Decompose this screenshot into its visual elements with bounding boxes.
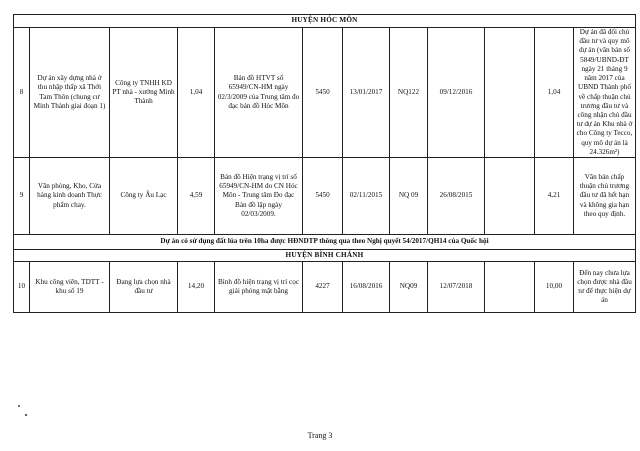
remark: Dự án đã đổi chủ đầu tư và quy mô dự án (văn bản số 5849/UBND-ĐT ngày 21 tháng 9 năm 2017 của UBND Thành phố về chấp thuận chủ trương đầu tư và công nhận chủ đầu tư dự án Khu nhà ở cho Công ty Tecco, quy mô dự án là 24.326m²): [574, 28, 636, 158]
table-row: [14, 262, 636, 313]
section-title-binh-chanh: HUYỆN BÌNH CHÁNH: [14, 250, 636, 262]
map-reference: Bản đồ HTVT số 65949/CN-HM ngày 02/3/2009 của Trung tâm đo đạc bản đồ Hóc Môn: [215, 28, 303, 158]
remark: Đến nay chưa lựa chọn được nhà đầu tư để thực hiện dự án: [574, 262, 636, 313]
date-issued: 02/11/2015: [343, 158, 390, 235]
date-issued: 13/01/2017: [343, 28, 390, 158]
date-issued: 16/08/2016: [343, 262, 390, 313]
rice-land-note: Dự án có sử dụng đất lúa trên 10ha được HĐNDTP thông qua theo Nghị quyết 54/2017/QH14 của Quốc hội: [14, 235, 636, 250]
project-name: Khu công viên, TDTT - khu số 19: [30, 262, 110, 313]
resolution: NQ122: [390, 28, 428, 158]
scan-speck: [25, 414, 27, 416]
area: 14,20: [178, 262, 215, 313]
note-row: [14, 235, 636, 250]
investor: Đang lựa chọn nhà đầu tư: [110, 262, 178, 313]
map-number: 4227: [303, 262, 343, 313]
map-reference: Bản đồ Hiện trạng vị trí số 65949/CN-HM do CN Hóc Môn - Trung tâm Đo đạc Bản đồ lập ngày 02/03/2009.: [215, 158, 303, 235]
map-number: 5450: [303, 28, 343, 158]
area-adjusted: 10,00: [535, 262, 574, 313]
remark: Văn bản chấp thuận chủ trương đầu tư đã hết hạn và không gia hạn theo quy định.: [574, 158, 636, 235]
investor: Công ty Âu Lạc: [110, 158, 178, 235]
area: 4,59: [178, 158, 215, 235]
area-adjusted: 4,21: [535, 158, 574, 235]
project-table: [13, 14, 636, 313]
table-row: [14, 28, 636, 158]
row-number: 9: [14, 158, 30, 235]
map-reference: Bình đồ hiện trạng vị trí cọc giải phóng mặt bằng: [215, 262, 303, 313]
project-name: Dự án xây dựng nhà ở thu nhập thấp xã Thới Tam Thôn (chung cư Minh Thành giai đoạn 1): [30, 28, 110, 158]
section-row-binh-chanh: [14, 250, 636, 262]
extra-cell: [485, 28, 535, 158]
extra-cell: [485, 158, 535, 235]
resolution-date: 09/12/2016: [428, 28, 485, 158]
table-row: [14, 158, 636, 235]
project-name: Văn phòng, Kho, Cửa hàng kinh doanh Thực phẩm chay.: [30, 158, 110, 235]
map-number: 5450: [303, 158, 343, 235]
investor: Công ty TNHH KD PT nhà - xưởng Minh Thành: [110, 28, 178, 158]
section-title-hoc-mon: HUYỆN HÓC MÔN: [14, 15, 636, 28]
resolution: NQ 09: [390, 158, 428, 235]
section-row-hoc-mon: [14, 15, 636, 28]
resolution-date: 12/07/2018: [428, 262, 485, 313]
row-number: 10: [14, 262, 30, 313]
row-number: 8: [14, 28, 30, 158]
area: 1,04: [178, 28, 215, 158]
extra-cell: [485, 262, 535, 313]
resolution-date: 26/08/2015: [428, 158, 485, 235]
resolution: NQ09: [390, 262, 428, 313]
scan-speck: [18, 405, 20, 407]
area-adjusted: 1,04: [535, 28, 574, 158]
page-number: Trang 3: [307, 431, 333, 440]
